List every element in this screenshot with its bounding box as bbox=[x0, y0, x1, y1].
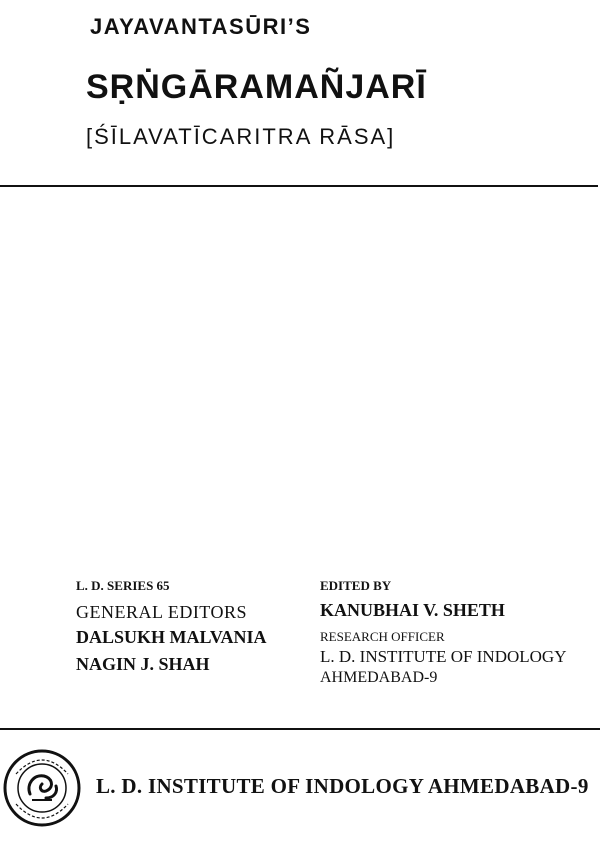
edited-by-label: EDITED BY bbox=[320, 578, 392, 593]
bottom-divider bbox=[0, 728, 600, 730]
general-editors-block bbox=[76, 578, 267, 675]
editor-name: KANUBHAI V. SHETH bbox=[320, 600, 505, 620]
editor-city: AHMEDABAD-9 bbox=[320, 669, 438, 686]
series-label: L. D. SERIES 65 bbox=[76, 578, 170, 593]
book-title: SṚṄGĀRAMAÑJARĪ bbox=[86, 68, 427, 106]
book-subtitle: [ŚĪLAVATĪCARITRA RĀSA] bbox=[86, 124, 396, 149]
editor-block bbox=[320, 578, 566, 687]
general-editors-label: GENERAL EDITORS bbox=[76, 602, 247, 622]
editor-role: RESEARCH OFFICER bbox=[320, 629, 445, 644]
editor-institute: L. D. INSTITUTE OF INDOLOGY bbox=[320, 647, 567, 666]
publisher-name: L. D. INSTITUTE OF INDOLOGY AHMEDABAD-9 bbox=[96, 774, 589, 798]
author-heading: JAYAVANTASŪRI’S bbox=[90, 14, 312, 39]
general-editor-2: NAGIN J. SHAH bbox=[76, 654, 210, 674]
institute-seal-icon bbox=[2, 740, 82, 836]
top-divider bbox=[0, 185, 598, 187]
general-editor-1: DALSUKH MALVANIA bbox=[76, 627, 267, 647]
